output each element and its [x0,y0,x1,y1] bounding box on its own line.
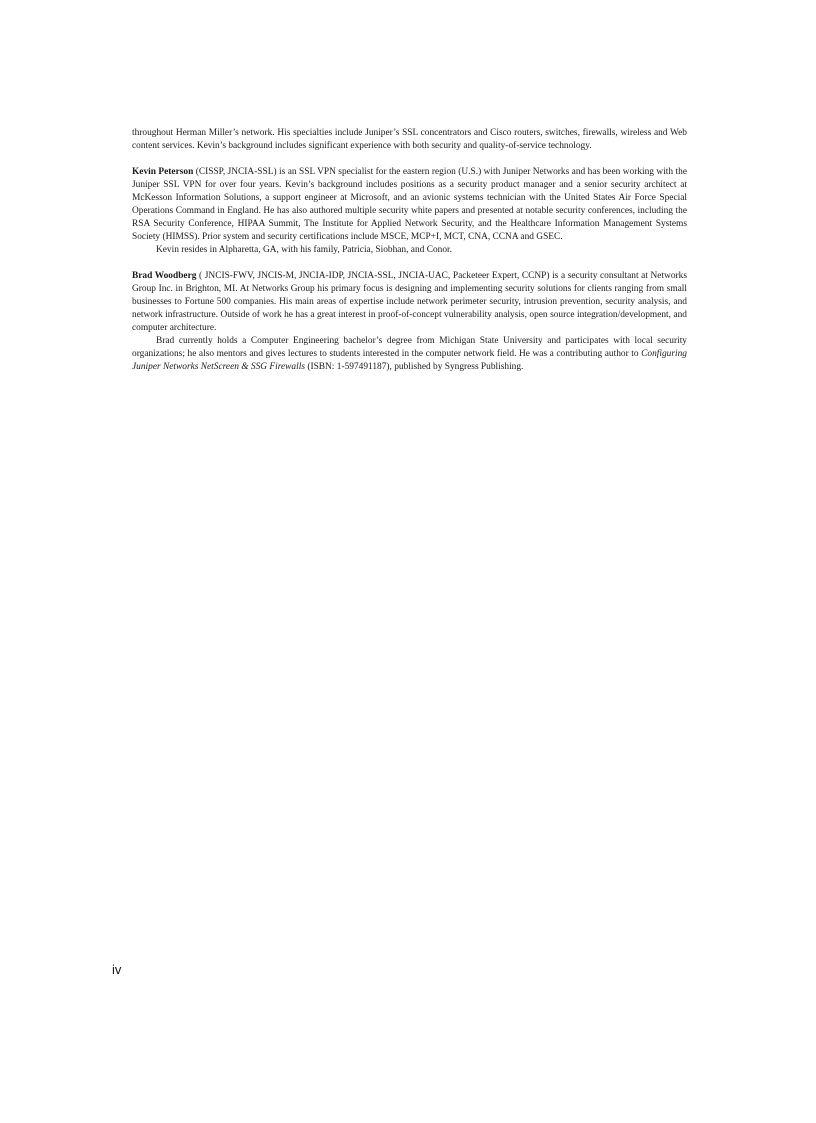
bio-text: Kevin resides in Alpharetta, GA, with his family, Patricia, Siobhan, and Conor. [156,245,452,255]
book-title: Configuring Juniper Networks NetScreen & SSG Firewalls [132,349,687,372]
bio-text: (ISBN: 1-597491187), published by Syngress Publishing. [304,362,524,372]
page-number: iv [112,962,122,977]
bio-text: ( JNCIS-FWV, JNCIS-M, JNCIA-IDP, JNCIA-SSL, JNCIA-UAC, Packeteer Expert, CCNP) is a security consultant at Networks Group Inc. in Brighton, MI. At Networks Group his primary focus is designing and implementing security solutions for clients ranging from small businesses to Fortune 500 companies. His main areas of expertise include network perimeter security, intrusion prevention, security analysis, and network infrastructure. Outside of work he has a great interest in proof-of-concept vulnerability analysis, open source integration/development, and computer architecture. [132,271,687,333]
bio-text: (CISSP, JNCIA-SSL) is an SSL VPN specialist for the eastern region (U.S.) with Juniper Networks and has been working with the Juniper SSL VPN for over four years. Kevin’s background includes positions as a security product manager and a senior security architect at McKesson Information Solutions, a support engineer at Microsoft, and an avionic systems technician with the United States Air Force Special Operations Command in England. He has also authored multiple security white papers and presented at notable security conferences, including the RSA Security Conference, HIPAA Summit, The Institute for Applied Network Security, and the Healthcare Information Management Systems Society (HIMSS). Prior system and security certifications include MSCE, MCP+I, MCT, CNA, CCNA and GSEC. [132,167,687,242]
author-name: Kevin Peterson [132,167,194,177]
bio-kevin-peterson [132,166,687,244]
bio-text: Brad currently holds a Computer Engineering bachelor’s degree from Michigan State University and participates with local security organizations; he also mentors and gives lectures to students interested in the computer network field. He was a contributing author to [132,336,687,359]
bio-brad-woodberg [132,270,687,335]
paragraph-continuation [132,127,687,153]
contributors-text [132,127,687,374]
bio-brad-woodberg-second [132,335,687,374]
paragraph-text: throughout Herman Miller’s network. His specialties include Juniper’s SSL concentrators and Cisco routers, switches, firewalls, wireless and Web content services. Kevin’s background includes significant experience with both security and quality-of-service technology. [132,128,687,151]
bio-kevin-peterson-family [132,244,687,257]
author-name: Brad Woodberg [132,271,197,281]
